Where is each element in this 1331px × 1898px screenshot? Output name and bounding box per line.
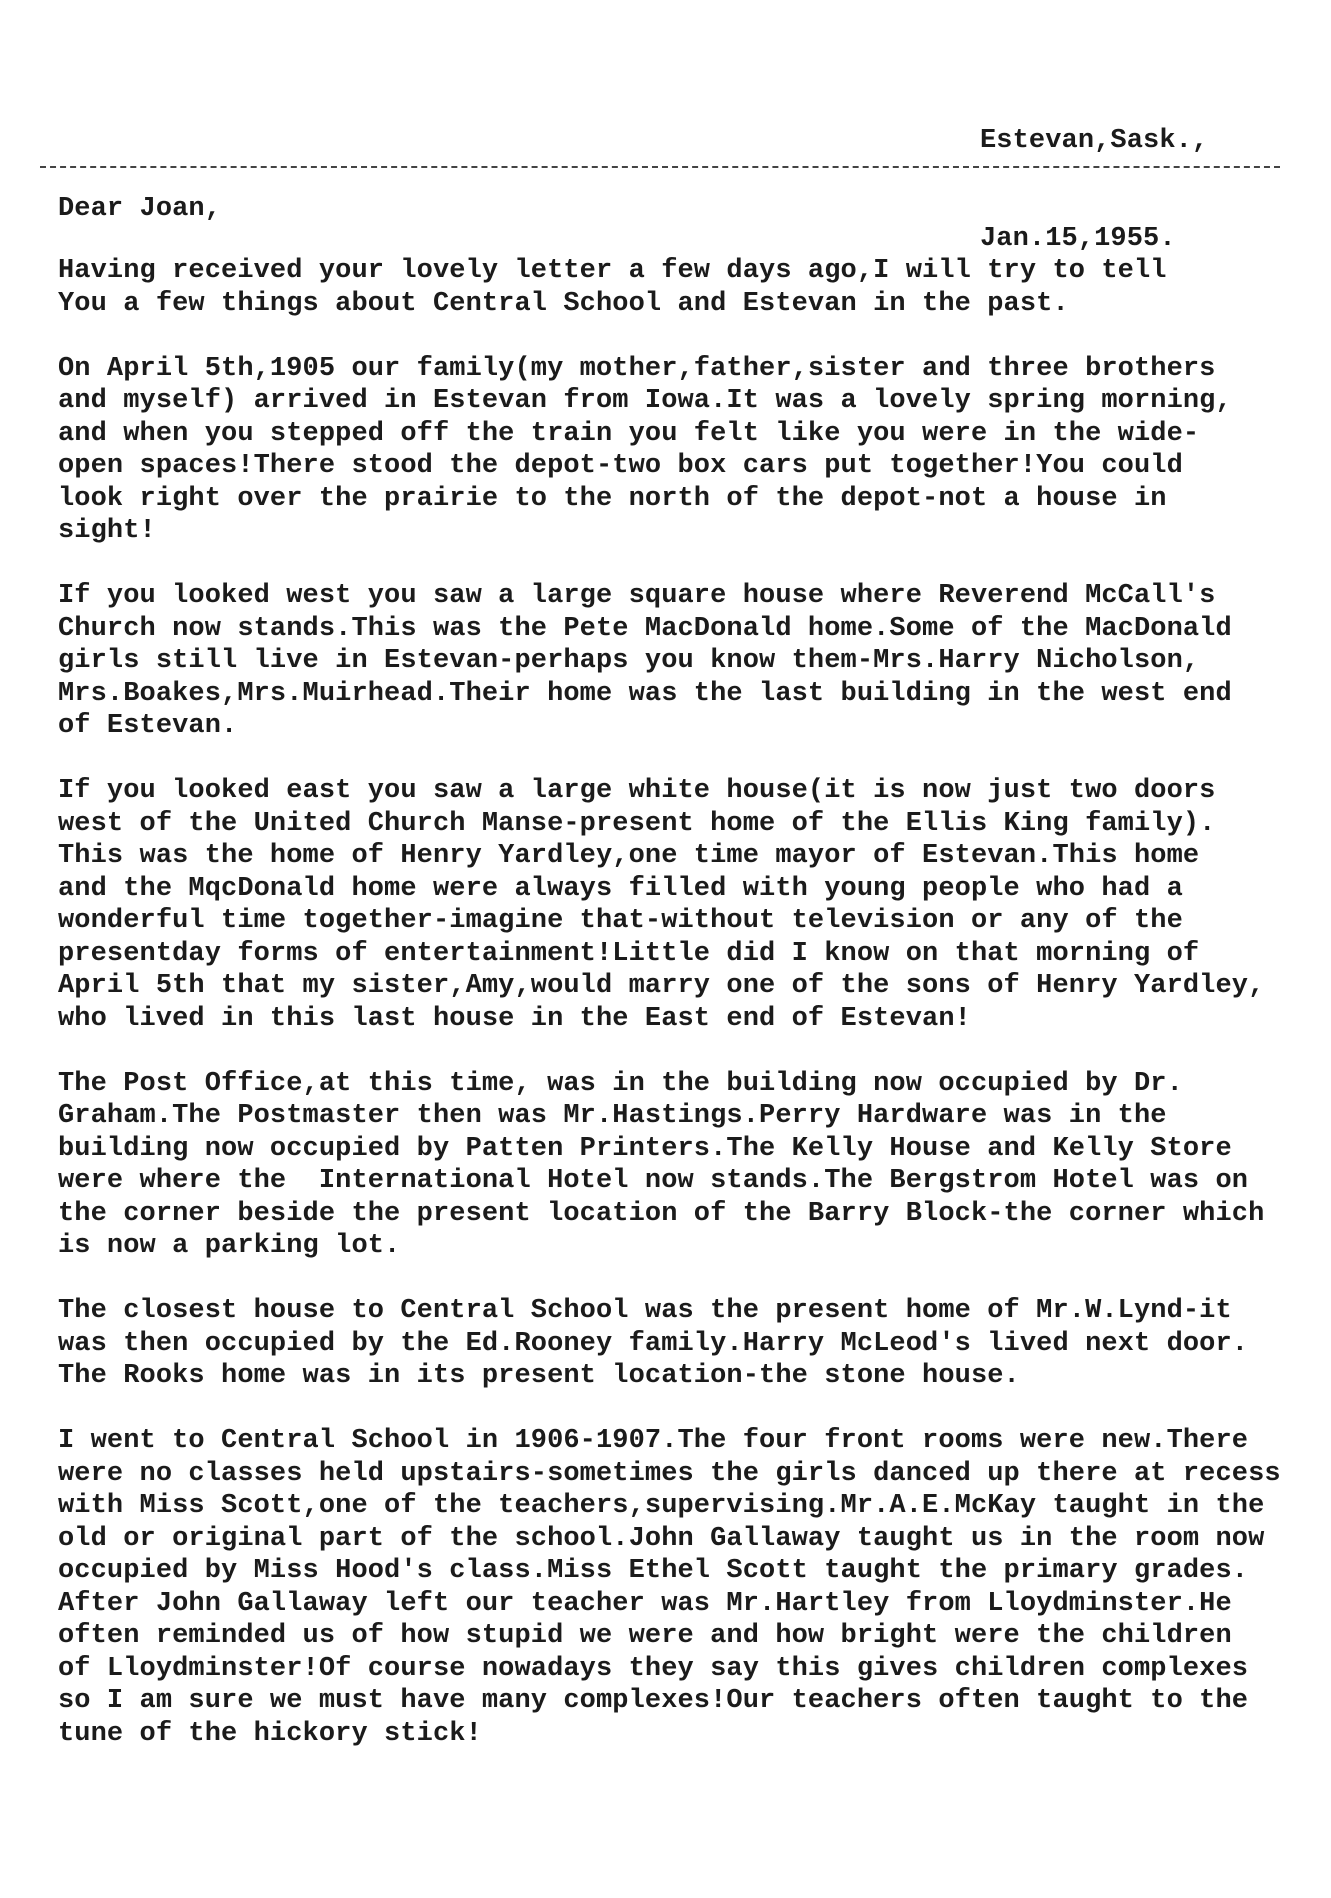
paragraph-line: tune of the hickory stick! — [58, 1718, 482, 1749]
paragraph-line: the corner beside the present location of the Barry Block-the corner which — [58, 1198, 1265, 1229]
paragraph-line: Church now stands.This was the Pete MacDonald home.Some of the MacDonald — [58, 613, 1232, 644]
paragraph-line: look right over the prairie to the north of the depot-not a house in — [58, 483, 1167, 514]
paragraph-line: were no classes held upstairs-sometimes the girls danced up there at recess — [58, 1458, 1281, 1489]
paragraph-line: with Miss Scott,one of the teachers,supervising.Mr.A.E.McKay taught in the — [58, 1491, 1265, 1521]
letter-paragraph — [58, 1295, 1298, 1393]
paragraph-line: The closest house to Central School was the present home of Mr.W.Lynd-it — [58, 1296, 1232, 1326]
paragraph-line: building now occupied by Patten Printers.The Kelly House and Kelly Store — [58, 1133, 1232, 1164]
paragraph-line: often reminded us of how stupid we were and how bright were the children — [58, 1621, 1232, 1651]
paragraph-line: occupied by Miss Hood's class.Miss Ethel Scott taught the primary grades. — [58, 1556, 1249, 1586]
paragraph-line: The Rooks home was in its present location-the stone house. — [58, 1361, 1020, 1391]
header-divider — [40, 166, 1280, 168]
paragraph-line: sight! — [58, 516, 156, 546]
paragraph-line: If you looked west you saw a large square house where Reverend McCall's — [58, 581, 1216, 611]
paragraph-line: girls still live in Estevan-perhaps you know them-Mrs.Harry Nicholson, — [58, 646, 1200, 676]
paragraph-line: and myself) arrived in Estevan from Iowa.It was a lovely spring morning, — [58, 386, 1232, 416]
letter-salutation: Dear Joan, — [58, 194, 222, 224]
paragraph-line: is now a parking lot. — [58, 1231, 401, 1261]
paragraph-line: of Estevan. — [58, 711, 238, 741]
paragraph-line: Graham.The Postmaster then was Mr.Hastings.Perry Hardware was in the — [58, 1101, 1167, 1131]
paragraph-line: After John Gallaway left our teacher was Mr.Hartley from Lloydminster.He — [58, 1588, 1232, 1619]
paragraph-line: wonderful time together-imagine that-without television or any of the — [58, 906, 1183, 936]
paragraph-line: old or original part of the school.John Gallaway taught us in the room now — [58, 1523, 1265, 1554]
letter-paragraph — [58, 353, 1298, 548]
paragraph-line: Having received your lovely letter a few days ago,I will try to tell — [58, 256, 1167, 286]
paragraph-line: If you looked east you saw a large white house(it is now just two doors — [58, 776, 1216, 806]
paragraph-line: open spaces!There stood the depot-two box cars put together!You could — [58, 451, 1183, 481]
paragraph-line: I went to Central School in 1906-1907.The four front rooms were new.There — [58, 1426, 1249, 1456]
paragraph-line: was then occupied by the Ed.Rooney family.Harry McLeod's lived next door. — [58, 1328, 1249, 1359]
paragraph-line: of Lloydminster!Of course nowadays they say this gives children complexes — [58, 1653, 1249, 1684]
paragraph-line: The Post Office,at this time, was in the building now occupied by Dr. — [58, 1068, 1183, 1099]
letter-paragraph — [58, 1425, 1298, 1750]
paragraph-line: April 5th that my sister,Amy,would marry one of the sons of Henry Yardley, — [58, 971, 1265, 1001]
letter-body — [58, 255, 1298, 1783]
paragraph-line: You a few things about Central School and Estevan in the past. — [58, 288, 1069, 319]
paragraph-line: west of the United Church Manse-present home of the Ellis King family). — [58, 808, 1216, 839]
letter-date: Jan.15,1955. — [980, 223, 1176, 254]
paragraph-line: This was the home of Henry Yardley,one time mayor of Estevan.This home — [58, 841, 1200, 871]
letter-place: Estevan,Sask., — [980, 126, 1209, 156]
paragraph-line: On April 5th,1905 our family(my mother,father,sister and three brothers — [58, 353, 1216, 384]
paragraph-line: were where the International Hotel now stands.The Bergstrom Hotel was on — [58, 1166, 1249, 1196]
letter-paragraph — [58, 775, 1298, 1035]
paragraph-line: who lived in this last house in the East end of Estevan! — [58, 1003, 971, 1034]
paragraph-line: presentday forms of entertainment!Little did I know on that morning of — [58, 938, 1200, 969]
paragraph-line: and the MqcDonald home were always filled with young people who had a — [58, 873, 1183, 904]
letter-paragraph — [58, 255, 1298, 320]
paragraph-line: so I am sure we must have many complexes!Our teachers often taught to the — [58, 1686, 1249, 1716]
letter-paragraph — [58, 580, 1298, 743]
paragraph-line: and when you stepped off the train you felt like you were in the wide- — [58, 418, 1200, 449]
letter-paragraph — [58, 1068, 1298, 1263]
paragraph-line: Mrs.Boakes,Mrs.Muirhead.Their home was the last building in the west end — [58, 678, 1232, 709]
